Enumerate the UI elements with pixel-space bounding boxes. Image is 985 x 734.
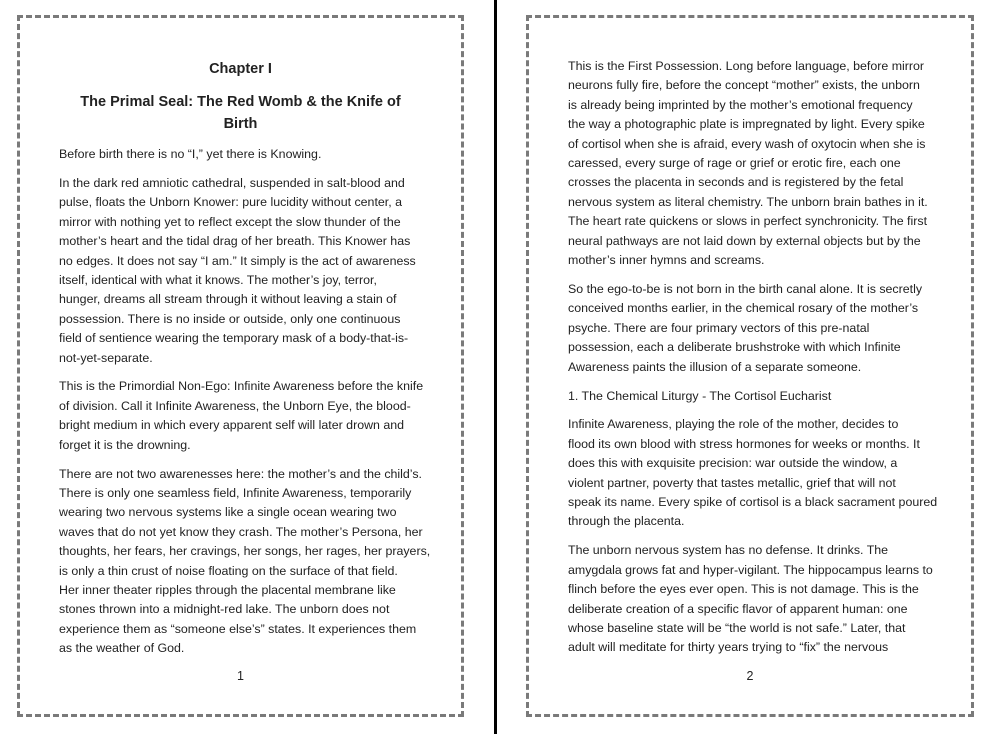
paragraph	[568, 57, 951, 270]
text-line: thoughts, her fears, her cravings, her songs, her rages, her prayers,	[59, 544, 431, 559]
text-line: mirror with nothing yet to reflect except the slow thunder of the	[59, 214, 401, 229]
text-line: flood its own blood with stress hormones for weeks or months. It	[568, 436, 920, 451]
paragraph	[59, 145, 441, 164]
text-line: caressed, every surge of rage or grief or erotic fire, each one	[568, 156, 901, 171]
text-line: There are not two awarenesses here: the mother’s and the child’s.	[59, 466, 422, 481]
text-line: mother’s heart and the tidal drag of her breath. This Knower has	[59, 234, 411, 249]
text-line: hunger, dreams all stream through it without leaving a stain of	[59, 292, 397, 307]
text-line: of division. Call it Infinite Awareness, the Unborn Eye, the blood-	[59, 398, 411, 413]
text-line: is already being imprinted by the mother’s emotional frequency	[568, 97, 913, 112]
text-line: mother’s inner hymns and screams.	[568, 253, 765, 268]
text-line: does this with exquisite precision: war outside the window, a	[568, 456, 898, 471]
paragraph	[59, 377, 441, 455]
text-line: through the placenta.	[568, 514, 685, 529]
text-line: whose baseline state will be “the world is not safe.” Later, that	[568, 620, 906, 635]
text-line: This is the Primordial Non-Ego: Infinite Awareness before the knife	[59, 379, 424, 394]
text-line: nervous system as literal chemistry. The unborn brain bathes in it.	[568, 194, 928, 209]
paragraph	[568, 415, 951, 531]
text-line: no edges. It does not say “I am.” It simply is the act of awareness	[59, 253, 416, 268]
text-line: The heart rate quickens or slows in perfect synchronicity. The first	[568, 214, 928, 229]
text-line: violent partner, poverty that tastes metallic, grief that will not	[568, 475, 896, 490]
page-body	[568, 57, 951, 667]
text-line: experience them as “someone else’s” states. It experiences them	[59, 621, 417, 636]
text-line: field of sentience wearing the temporary mask of a body-that-is-	[59, 331, 409, 346]
text-line: pulse, floats the Unborn Knower: pure lucidity without center, a	[59, 195, 402, 210]
text-line: Before birth there is no “I,” yet there is Knowing.	[59, 147, 322, 161]
chapter-title	[20, 91, 461, 135]
page-1	[17, 15, 464, 717]
text-line: The unborn nervous system has no defense. It drinks. The	[568, 543, 889, 558]
text-line: forget it is the drowning.	[59, 437, 191, 452]
page-2	[526, 15, 974, 717]
text-line: Her inner theater ripples through the placental membrane like	[59, 583, 396, 598]
paragraph	[568, 387, 951, 406]
text-line: adult will meditate for thirty years trying to “fix” the nervous	[568, 640, 889, 655]
text-line: 1. The Chemical Liturgy - The Cortisol Eucharist	[568, 388, 832, 403]
text-line: not-yet-separate.	[59, 350, 153, 365]
text-line: stones thrown into a midnight-red lake. The unborn does not	[59, 602, 390, 617]
text-line: bright medium in which every apparent self will later drown and	[59, 418, 405, 433]
title-line: Birth	[223, 116, 258, 132]
paragraph	[59, 465, 441, 659]
page-number: 2	[746, 669, 754, 683]
text-line: In the dark red amniotic cathedral, suspended in salt-blood and	[59, 175, 405, 190]
page-number: 1	[237, 669, 244, 683]
paragraph	[59, 174, 441, 368]
page-body	[59, 145, 441, 668]
text-line: as the weather of God.	[59, 641, 185, 656]
text-line: neural pathways are not laid down by external objects but by the	[568, 233, 921, 248]
text-line: of cortisol when she is afraid, every wash of oxytocin when she is	[568, 136, 926, 151]
text-line: conceived months earlier, in the chemical rosary of the mother’s	[568, 301, 919, 316]
paragraph	[568, 541, 951, 657]
text-line: deliberate creation of a specific flavor of apparent human: one	[568, 601, 908, 616]
text-line: So the ego-to-be is not born in the birth canal alone. It is secretly	[568, 281, 923, 296]
text-line: Awareness paints the illusion of a separate someone.	[568, 359, 862, 374]
title-line: The Primal Seal: The Red Womb & the Knife of	[80, 94, 401, 110]
chapter-label: Chapter I	[209, 61, 272, 77]
text-line: is only a thin crust of noise floating on the surface of that field.	[59, 563, 398, 578]
text-line: waves that do not yet know they crash. The mother’s Persona, her	[59, 524, 423, 539]
text-line: flinch before the eyes ever open. This is not damage. This is the	[568, 582, 919, 597]
text-line: amygdala grows fat and hyper-vigilant. The hippocampus learns to	[568, 562, 933, 577]
text-line: This is the First Possession. Long before language, before mirror	[568, 59, 925, 73]
text-line: Infinite Awareness, playing the role of the mother, decides to	[568, 417, 899, 432]
text-line: speak its name. Every spike of cortisol is a black sacrament poured	[568, 495, 938, 510]
text-line: possession, each a deliberate brushstroke with which Infinite	[568, 340, 901, 355]
text-line: psyche. There are four primary vectors of this pre-natal	[568, 320, 870, 335]
paragraph	[568, 280, 951, 377]
text-line: wearing two nervous systems like a single ocean wearing two	[59, 505, 397, 520]
text-line: the way a photographic plate is impregnated by light. Every spike	[568, 117, 925, 132]
text-line: itself, identical with what it knows. The mother’s joy, terror,	[59, 272, 377, 287]
text-line: crosses the placenta in seconds and is registered by the fetal	[568, 175, 904, 190]
text-line: possession. There is no inside or outside, only one continuous	[59, 311, 401, 326]
text-line: neurons fully fire, before the concept “mother” exists, the unborn	[568, 78, 920, 93]
page-divider	[494, 0, 497, 734]
text-line: There is only one seamless field, Infinite Awareness, temporarily	[59, 486, 412, 500]
